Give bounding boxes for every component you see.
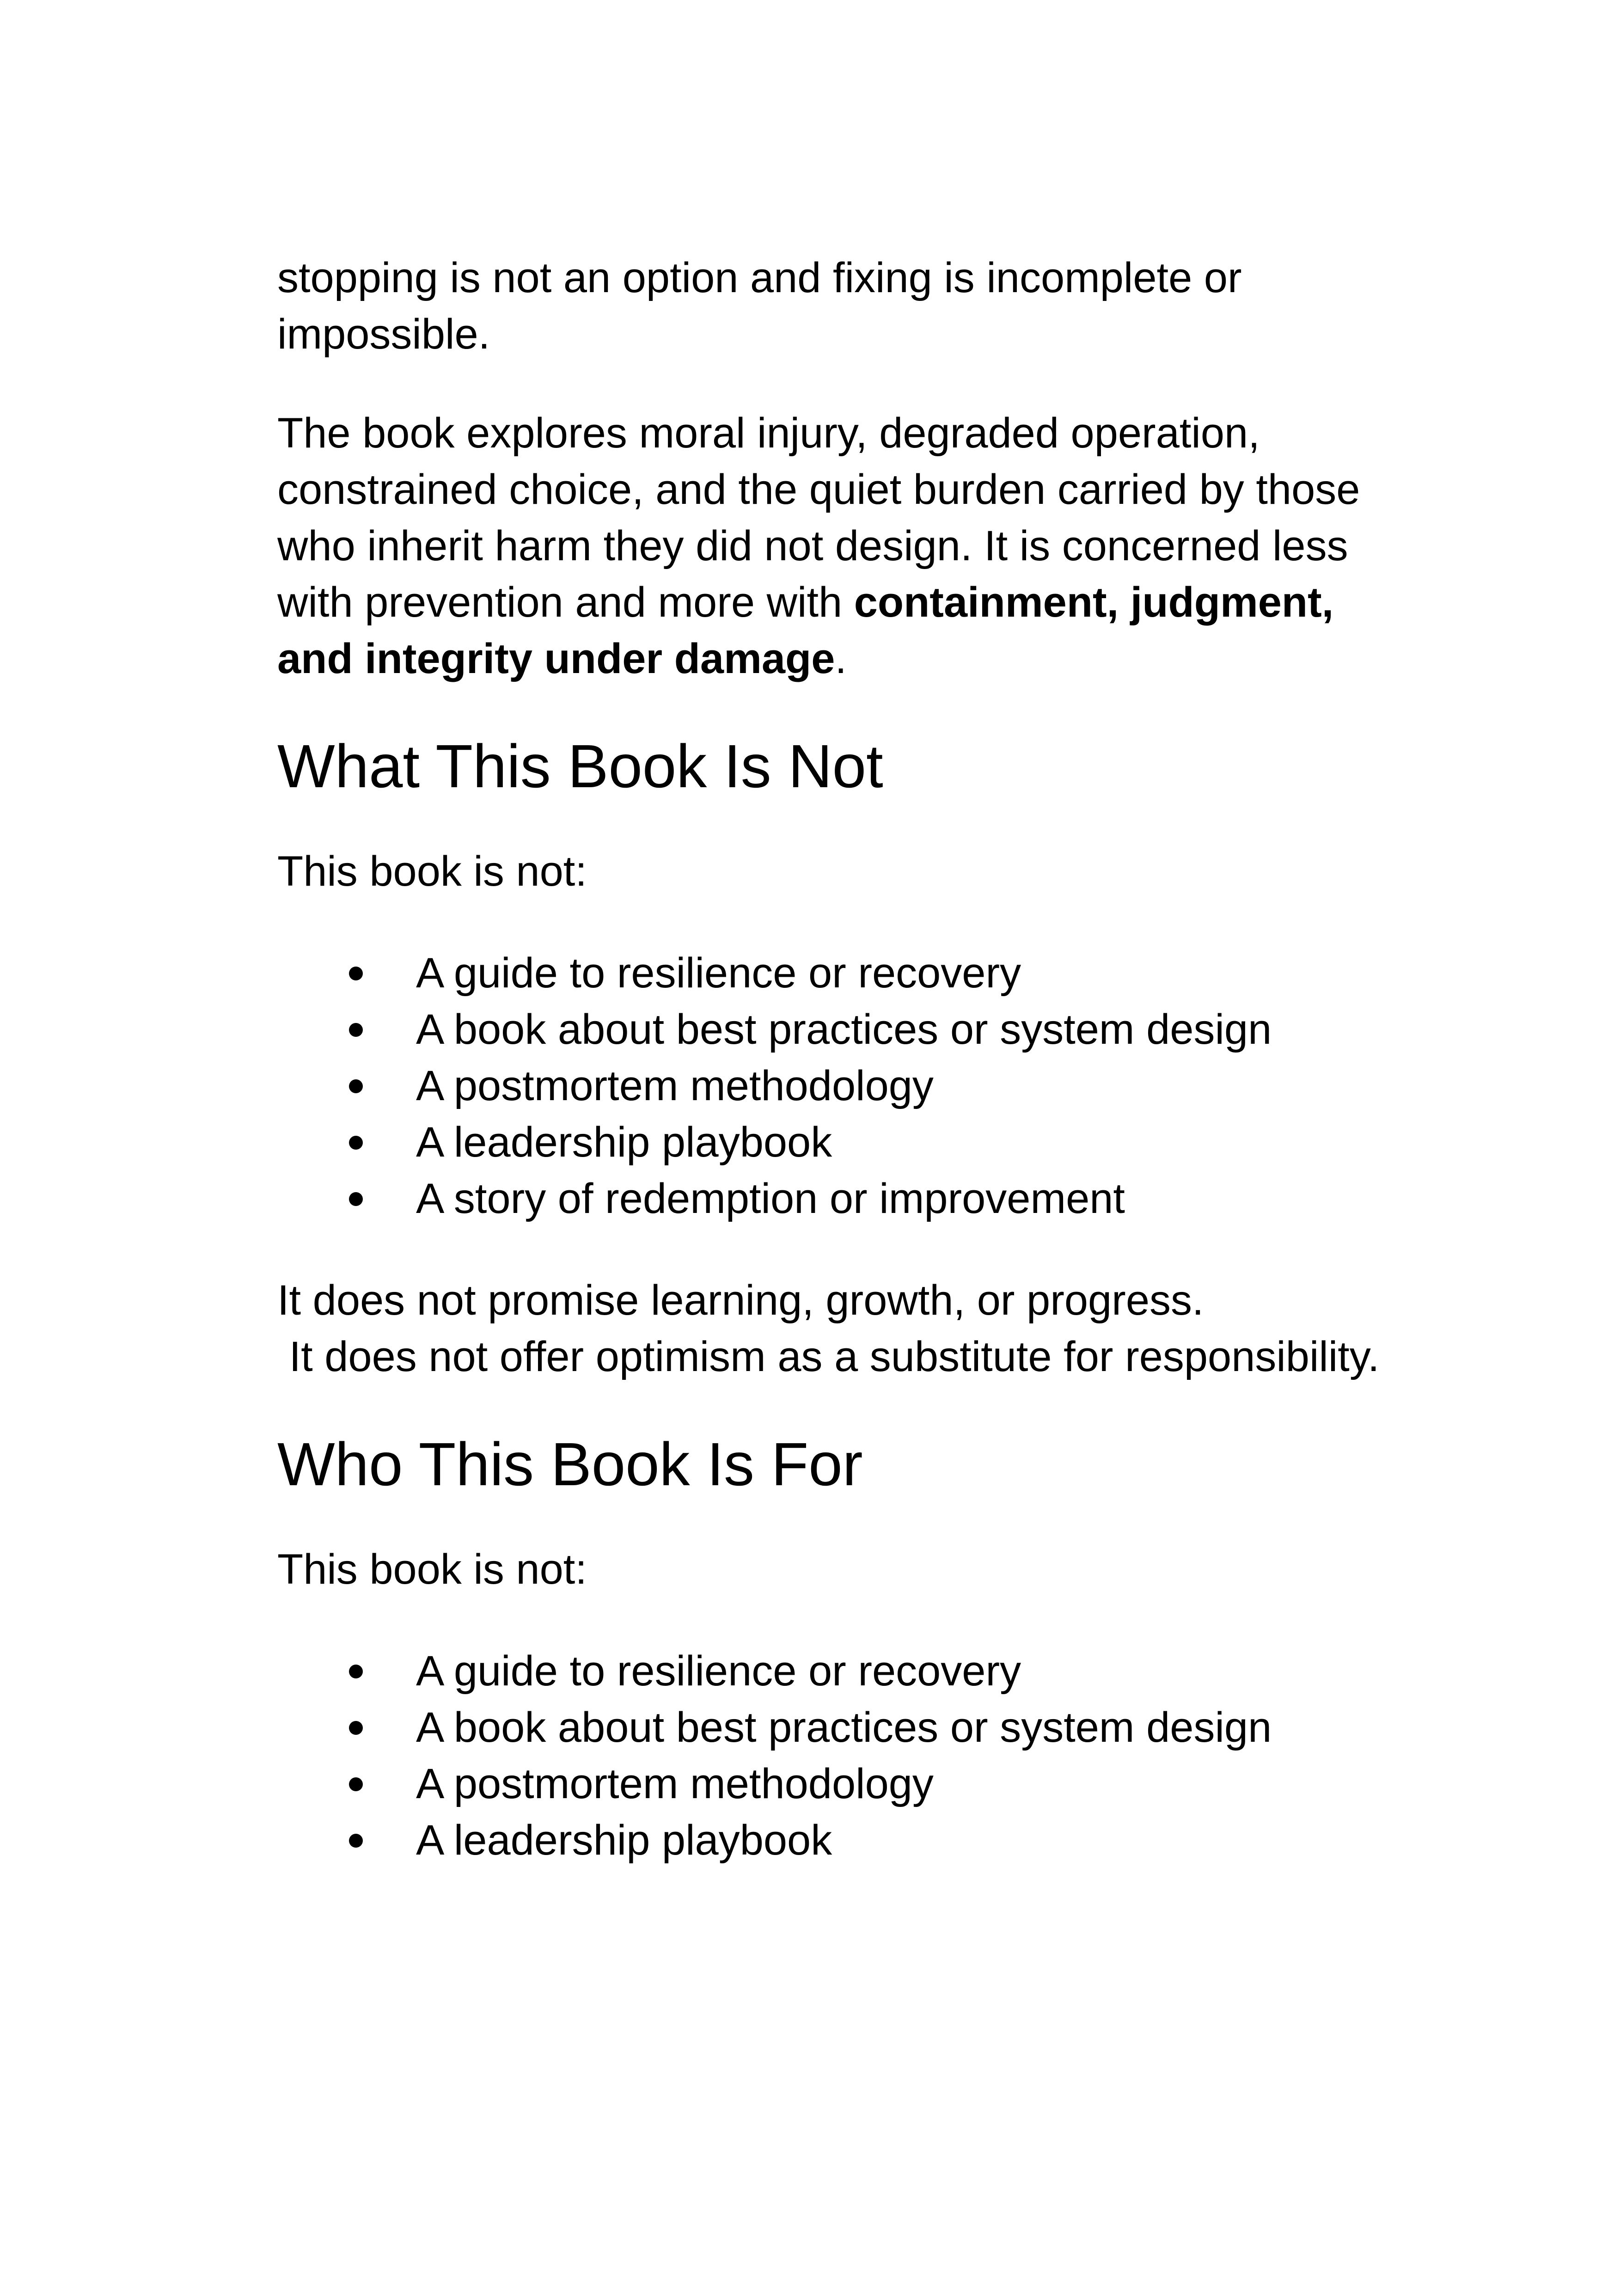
list-item (277, 1756, 1387, 1812)
list-item-text: A postmortem methodology (416, 1760, 934, 1807)
list-item (277, 1114, 1387, 1170)
list-item (277, 945, 1387, 1001)
list-item (277, 1643, 1387, 1699)
list-item (277, 1699, 1387, 1756)
bullet-icon (349, 1192, 363, 1206)
list-item (277, 1812, 1387, 1868)
not-list (277, 945, 1387, 1227)
heading-what-this-book-is-not: What This Book Is Not (277, 732, 883, 800)
list-item-text: A book about best practices or system design (416, 1006, 1272, 1053)
bullet-icon (349, 1721, 363, 1735)
list-item-text: A book about best practices or system design (416, 1704, 1272, 1751)
bullet-icon (349, 1023, 363, 1037)
list-item (277, 1170, 1387, 1227)
list-item-text: A story of redemption or improvement (416, 1175, 1125, 1222)
bullet-icon (349, 1665, 363, 1678)
section-not-lead: This book is not: (277, 848, 587, 895)
bullet-icon (349, 1834, 363, 1848)
closing-line-2: It does not offer optimism as a substitute for responsibility. (277, 1333, 1380, 1380)
continuation-paragraph: stopping is not an option and fixing is incomplete or impossible. (277, 254, 1242, 358)
list-item (277, 1001, 1387, 1058)
scope-paragraph (277, 405, 1387, 687)
closing-paragraph (277, 1272, 1387, 1385)
bullet-icon (349, 1136, 363, 1150)
list-item-text: A leadership playbook (416, 1119, 832, 1166)
page-content (277, 250, 1387, 1868)
scope-paragraph-text: The book explores moral injury, degraded operation, constrained choice, and the quiet burden carried by those who inherit harm they did not design. It is concerned less with prevention and more with (277, 410, 1360, 626)
heading-who-this-book-is-for: Who This Book Is For (277, 1430, 863, 1498)
bullet-icon (349, 967, 363, 980)
list-item-text: A guide to resilience or recovery (416, 1647, 1021, 1695)
list-item-text: A postmortem methodology (416, 1062, 934, 1109)
scope-paragraph-bold: containment, judgment, and integrity under damage (277, 579, 1334, 682)
bullet-icon (349, 1777, 363, 1791)
closing-line-1: It does not promise learning, growth, or progress. (277, 1277, 1204, 1324)
for-list (277, 1643, 1387, 1868)
list-item-text: A guide to resilience or recovery (416, 949, 1021, 997)
section-for-lead: This book is not: (277, 1546, 587, 1593)
list-item-text: A leadership playbook (416, 1817, 832, 1864)
bullet-icon (349, 1079, 363, 1093)
list-item (277, 1058, 1387, 1114)
scope-paragraph-period: . (835, 635, 847, 682)
